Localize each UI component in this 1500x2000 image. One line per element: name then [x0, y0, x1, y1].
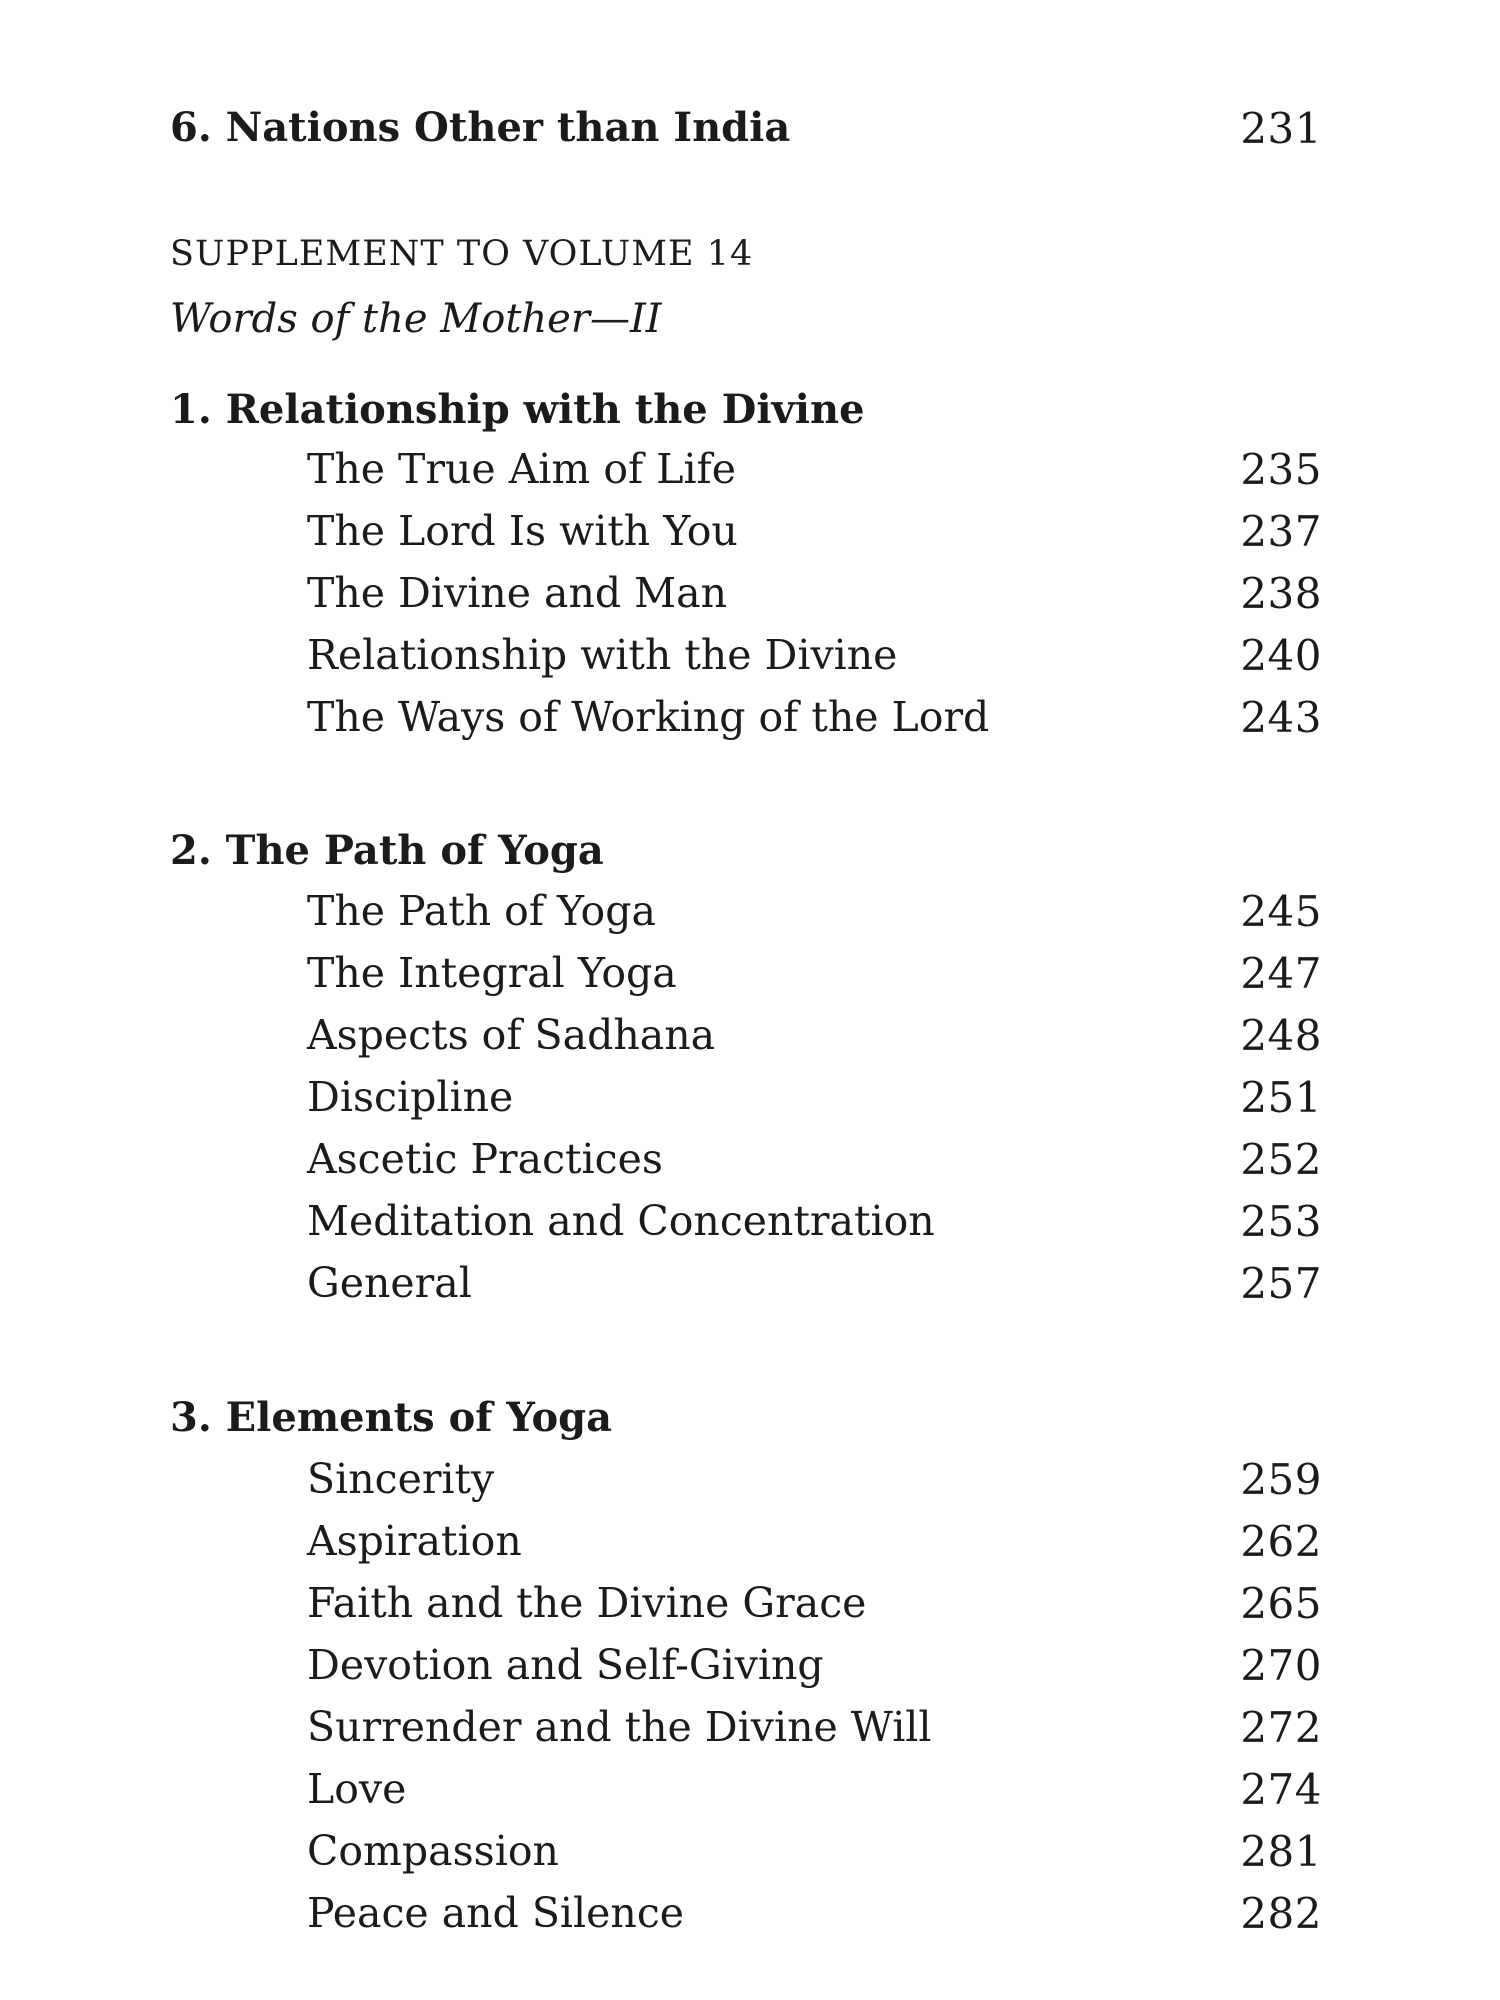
toc-page-number: 270 — [1240, 1641, 1322, 1690]
toc-entry-label: Surrender and the Divine Will — [307, 1703, 932, 1751]
toc-entry-label: The Divine and Man — [307, 569, 727, 617]
toc-entry-label: Compassion — [307, 1827, 559, 1875]
toc-entry-label: The Integral Yoga — [307, 949, 677, 997]
toc-entry-label: Meditation and Concentration — [307, 1197, 935, 1245]
toc-page-number: 281 — [1240, 1827, 1322, 1876]
toc-page-number: 240 — [1240, 631, 1322, 680]
toc-entry-label: Aspects of Sadhana — [307, 1011, 716, 1059]
toc-chapter-heading: 6. Nations Other than India — [170, 104, 791, 151]
toc-entry-label: Relationship with the Divine — [307, 631, 898, 679]
toc-entry-label: Sincerity — [307, 1455, 495, 1503]
toc-page-number: 237 — [1240, 507, 1322, 556]
toc-page-number: 247 — [1240, 949, 1322, 998]
supplement-subtitle: Words of the Mother—II — [170, 296, 662, 342]
toc-page-number: 243 — [1240, 693, 1322, 742]
toc-entry-label: Peace and Silence — [307, 1889, 685, 1937]
toc-entry-label: The True Aim of Life — [307, 445, 736, 493]
toc-page-number: 245 — [1240, 887, 1322, 936]
toc-entry-label: Discipline — [307, 1073, 514, 1121]
toc-page-number: 265 — [1240, 1579, 1322, 1628]
toc-entry-label: Aspiration — [307, 1517, 522, 1565]
toc-page-number: 274 — [1240, 1765, 1322, 1814]
section-heading: 3. Elements of Yoga — [170, 1394, 613, 1441]
toc-page-number: 238 — [1240, 569, 1322, 618]
supplement-title: SUPPLEMENT TO VOLUME 14 — [170, 234, 754, 274]
toc-entry-label: Ascetic Practices — [307, 1135, 663, 1183]
toc-entry-label: The Ways of Working of the Lord — [307, 693, 990, 741]
section-heading: 1. Relationship with the Divine — [170, 386, 865, 433]
toc-page-number: 282 — [1240, 1889, 1322, 1938]
toc-page-number: 259 — [1240, 1455, 1322, 1504]
toc-page-number: 248 — [1240, 1011, 1322, 1060]
toc-page-number: 272 — [1240, 1703, 1322, 1752]
toc-page-number: 253 — [1240, 1197, 1322, 1246]
toc-page-number: 251 — [1240, 1073, 1322, 1122]
toc-page-number: 257 — [1240, 1259, 1322, 1308]
toc-page-number: 252 — [1240, 1135, 1322, 1184]
toc-entry-label: Faith and the Divine Grace — [307, 1579, 867, 1627]
toc-entry-label: General — [307, 1259, 472, 1307]
section-heading: 2. The Path of Yoga — [170, 827, 604, 874]
toc-entry-label: Devotion and Self-Giving — [307, 1641, 824, 1689]
toc-entry-label: Love — [307, 1765, 407, 1813]
toc-page-number: 231 — [1240, 104, 1322, 153]
toc-entry-label: The Lord Is with You — [307, 507, 738, 555]
toc-entry-label: The Path of Yoga — [307, 887, 656, 935]
toc-page-number: 235 — [1240, 445, 1322, 494]
toc-page-number: 262 — [1240, 1517, 1322, 1566]
